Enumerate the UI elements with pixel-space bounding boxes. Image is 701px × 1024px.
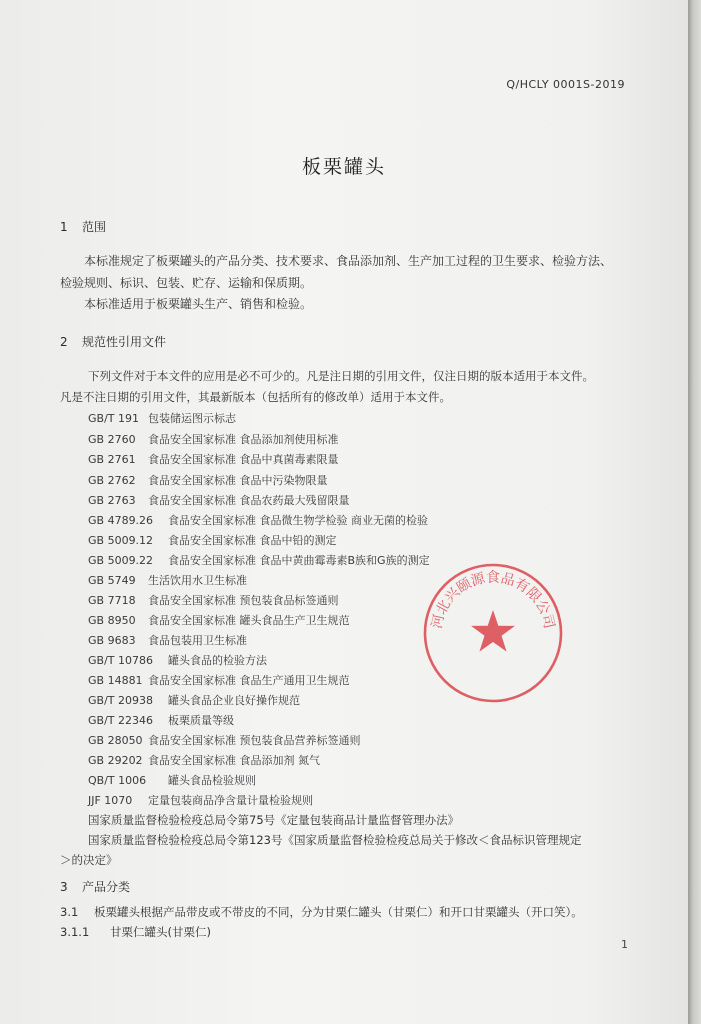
clause-number: 3.1.1 xyxy=(60,925,90,939)
clause-3-1 xyxy=(60,904,583,920)
reference-item xyxy=(88,410,236,426)
reference-title: 食品安全国家标准 预包装食品标签通则 xyxy=(148,594,339,607)
reference-code: GB 28050 xyxy=(88,734,143,747)
reference-title: 食品安全国家标准 罐头食品生产卫生规范 xyxy=(148,614,350,627)
paragraph-line: 本标准适用于板栗罐头生产、销售和检验。 xyxy=(84,297,313,311)
paragraph-line: 凡是不注日期的引用文件，其最新版本（包括所有的修改单）适用于本文件。 xyxy=(60,390,451,404)
paragraph-line: 本标准规定了板栗罐头的产品分类、技术要求、食品添加剂、生产加工过程的卫生要求、检验方法、 xyxy=(84,254,613,268)
reference-code: JJF 1070 xyxy=(88,794,133,807)
reference-item xyxy=(88,451,339,467)
reference-title: 食品安全国家标准 食品添加剂使用标准 xyxy=(148,433,339,446)
section-3-heading xyxy=(60,878,130,895)
reference-item xyxy=(88,572,247,588)
reference-title: 定量包装商品净含量计量检验规则 xyxy=(148,794,313,807)
reference-title: 板栗质量等级 xyxy=(168,714,234,727)
standard-code: Q/HCLY 0001S-2019 xyxy=(506,78,625,91)
reference-item xyxy=(88,532,337,548)
reference-item xyxy=(88,792,313,808)
paragraph-line: 国家质量监督检验检疫总局令第123号《国家质量监督检验检疫总局关于修改＜食品标识管理规定 xyxy=(88,833,582,847)
clause-number: 3.1 xyxy=(60,905,79,919)
reference-title: 包装储运图示标志 xyxy=(148,412,236,425)
paragraph-line: 国家质量监督检验检疫总局令第75号《定量包装商品计量监督管理办法》 xyxy=(88,813,460,827)
reference-code: GB 4789.26 xyxy=(88,514,154,527)
document-title: 板栗罐头 xyxy=(301,156,386,178)
reference-title: 食品安全国家标准 预包装食品营养标签通则 xyxy=(148,734,361,747)
reference-code: GB 2761 xyxy=(88,453,136,466)
reference-code: GB 5009.12 xyxy=(88,534,154,547)
section-title: 范围 xyxy=(82,220,107,234)
section-title: 规范性引用文件 xyxy=(82,335,167,349)
star-icon xyxy=(471,610,515,652)
reference-title: 罐头食品企业良好操作规范 xyxy=(168,694,300,707)
reference-code: GB 2763 xyxy=(88,494,136,507)
reference-title: 罐头食品检验规则 xyxy=(168,774,256,787)
reference-item xyxy=(88,672,350,688)
section-title: 产品分类 xyxy=(82,880,131,894)
reference-code: GB 5749 xyxy=(88,574,136,587)
reference-item xyxy=(88,592,339,608)
seal-company-name: 河北兴颐源食品有限公司 xyxy=(429,569,557,631)
page-edge-shadow xyxy=(688,0,701,1024)
section-1-heading xyxy=(60,218,106,235)
reference-item xyxy=(88,612,350,628)
page-number: 1 xyxy=(621,938,628,951)
clause-3-1-1 xyxy=(60,924,211,940)
reference-code: GB 14881 xyxy=(88,674,143,687)
reference-code: GB/T 10786 xyxy=(88,654,153,667)
paragraph-line: ＞的决定》 xyxy=(60,853,118,867)
section-number: 3 xyxy=(60,880,68,894)
reference-item xyxy=(88,712,234,728)
reference-title: 罐头食品的检验方法 xyxy=(168,654,267,667)
reference-title: 食品安全国家标准 食品添加剂 氮气 xyxy=(148,754,320,767)
reference-item xyxy=(88,472,328,488)
reference-item xyxy=(88,732,361,748)
reference-code: GB 7718 xyxy=(88,594,136,607)
paragraph-line: 下列文件对于本文件的应用是必不可少的。凡是注日期的引用文件，仅注日期的版本适用于本文件。 xyxy=(88,369,594,383)
reference-item xyxy=(88,692,300,708)
reference-title: 食品安全国家标准 食品生产通用卫生规范 xyxy=(148,674,350,687)
reference-item xyxy=(88,752,320,768)
reference-item xyxy=(88,632,247,648)
reference-code: GB 9683 xyxy=(88,634,136,647)
company-seal xyxy=(420,560,566,706)
reference-item xyxy=(88,772,256,788)
reference-item xyxy=(88,431,339,447)
section-number: 1 xyxy=(60,220,68,234)
section-2-heading xyxy=(60,333,166,350)
reference-title: 生活饮用水卫生标准 xyxy=(148,574,247,587)
reference-code: GB 8950 xyxy=(88,614,136,627)
paragraph-line: 检验规则、标识、包装、贮存、运输和保质期。 xyxy=(60,276,313,290)
reference-title: 食品安全国家标准 食品农药最大残留限量 xyxy=(148,494,350,507)
reference-title: 食品安全国家标准 食品中黄曲霉毒素B族和G族的测定 xyxy=(168,554,430,567)
clause-text: 板栗罐头根据产品带皮或不带皮的不同，分为甘栗仁罐头（甘栗仁）和开口甘栗罐头（开口笑）。 xyxy=(94,905,583,919)
reference-title: 食品安全国家标准 食品中铅的测定 xyxy=(168,534,337,547)
reference-title: 食品安全国家标准 食品微生物学检验 商业无菌的检验 xyxy=(168,514,428,527)
reference-code: GB 2762 xyxy=(88,474,136,487)
reference-item xyxy=(88,552,430,568)
reference-code: GB/T 22346 xyxy=(88,714,153,727)
reference-code: GB/T 20938 xyxy=(88,694,153,707)
reference-title: 食品安全国家标准 食品中污染物限量 xyxy=(148,474,328,487)
section-number: 2 xyxy=(60,335,68,349)
reference-code: GB/T 191 xyxy=(88,412,139,425)
reference-item xyxy=(88,652,267,668)
reference-code: QB/T 1006 xyxy=(88,774,147,787)
reference-item xyxy=(88,512,428,528)
reference-title: 食品安全国家标准 食品中真菌毒素限量 xyxy=(148,453,339,466)
reference-code: GB 2760 xyxy=(88,433,136,446)
reference-title: 食品包装用卫生标准 xyxy=(148,634,247,647)
reference-item xyxy=(88,492,350,508)
reference-code: GB 5009.22 xyxy=(88,554,154,567)
clause-text: 甘栗仁罐头(甘栗仁) xyxy=(110,925,211,939)
reference-code: GB 29202 xyxy=(88,754,143,767)
